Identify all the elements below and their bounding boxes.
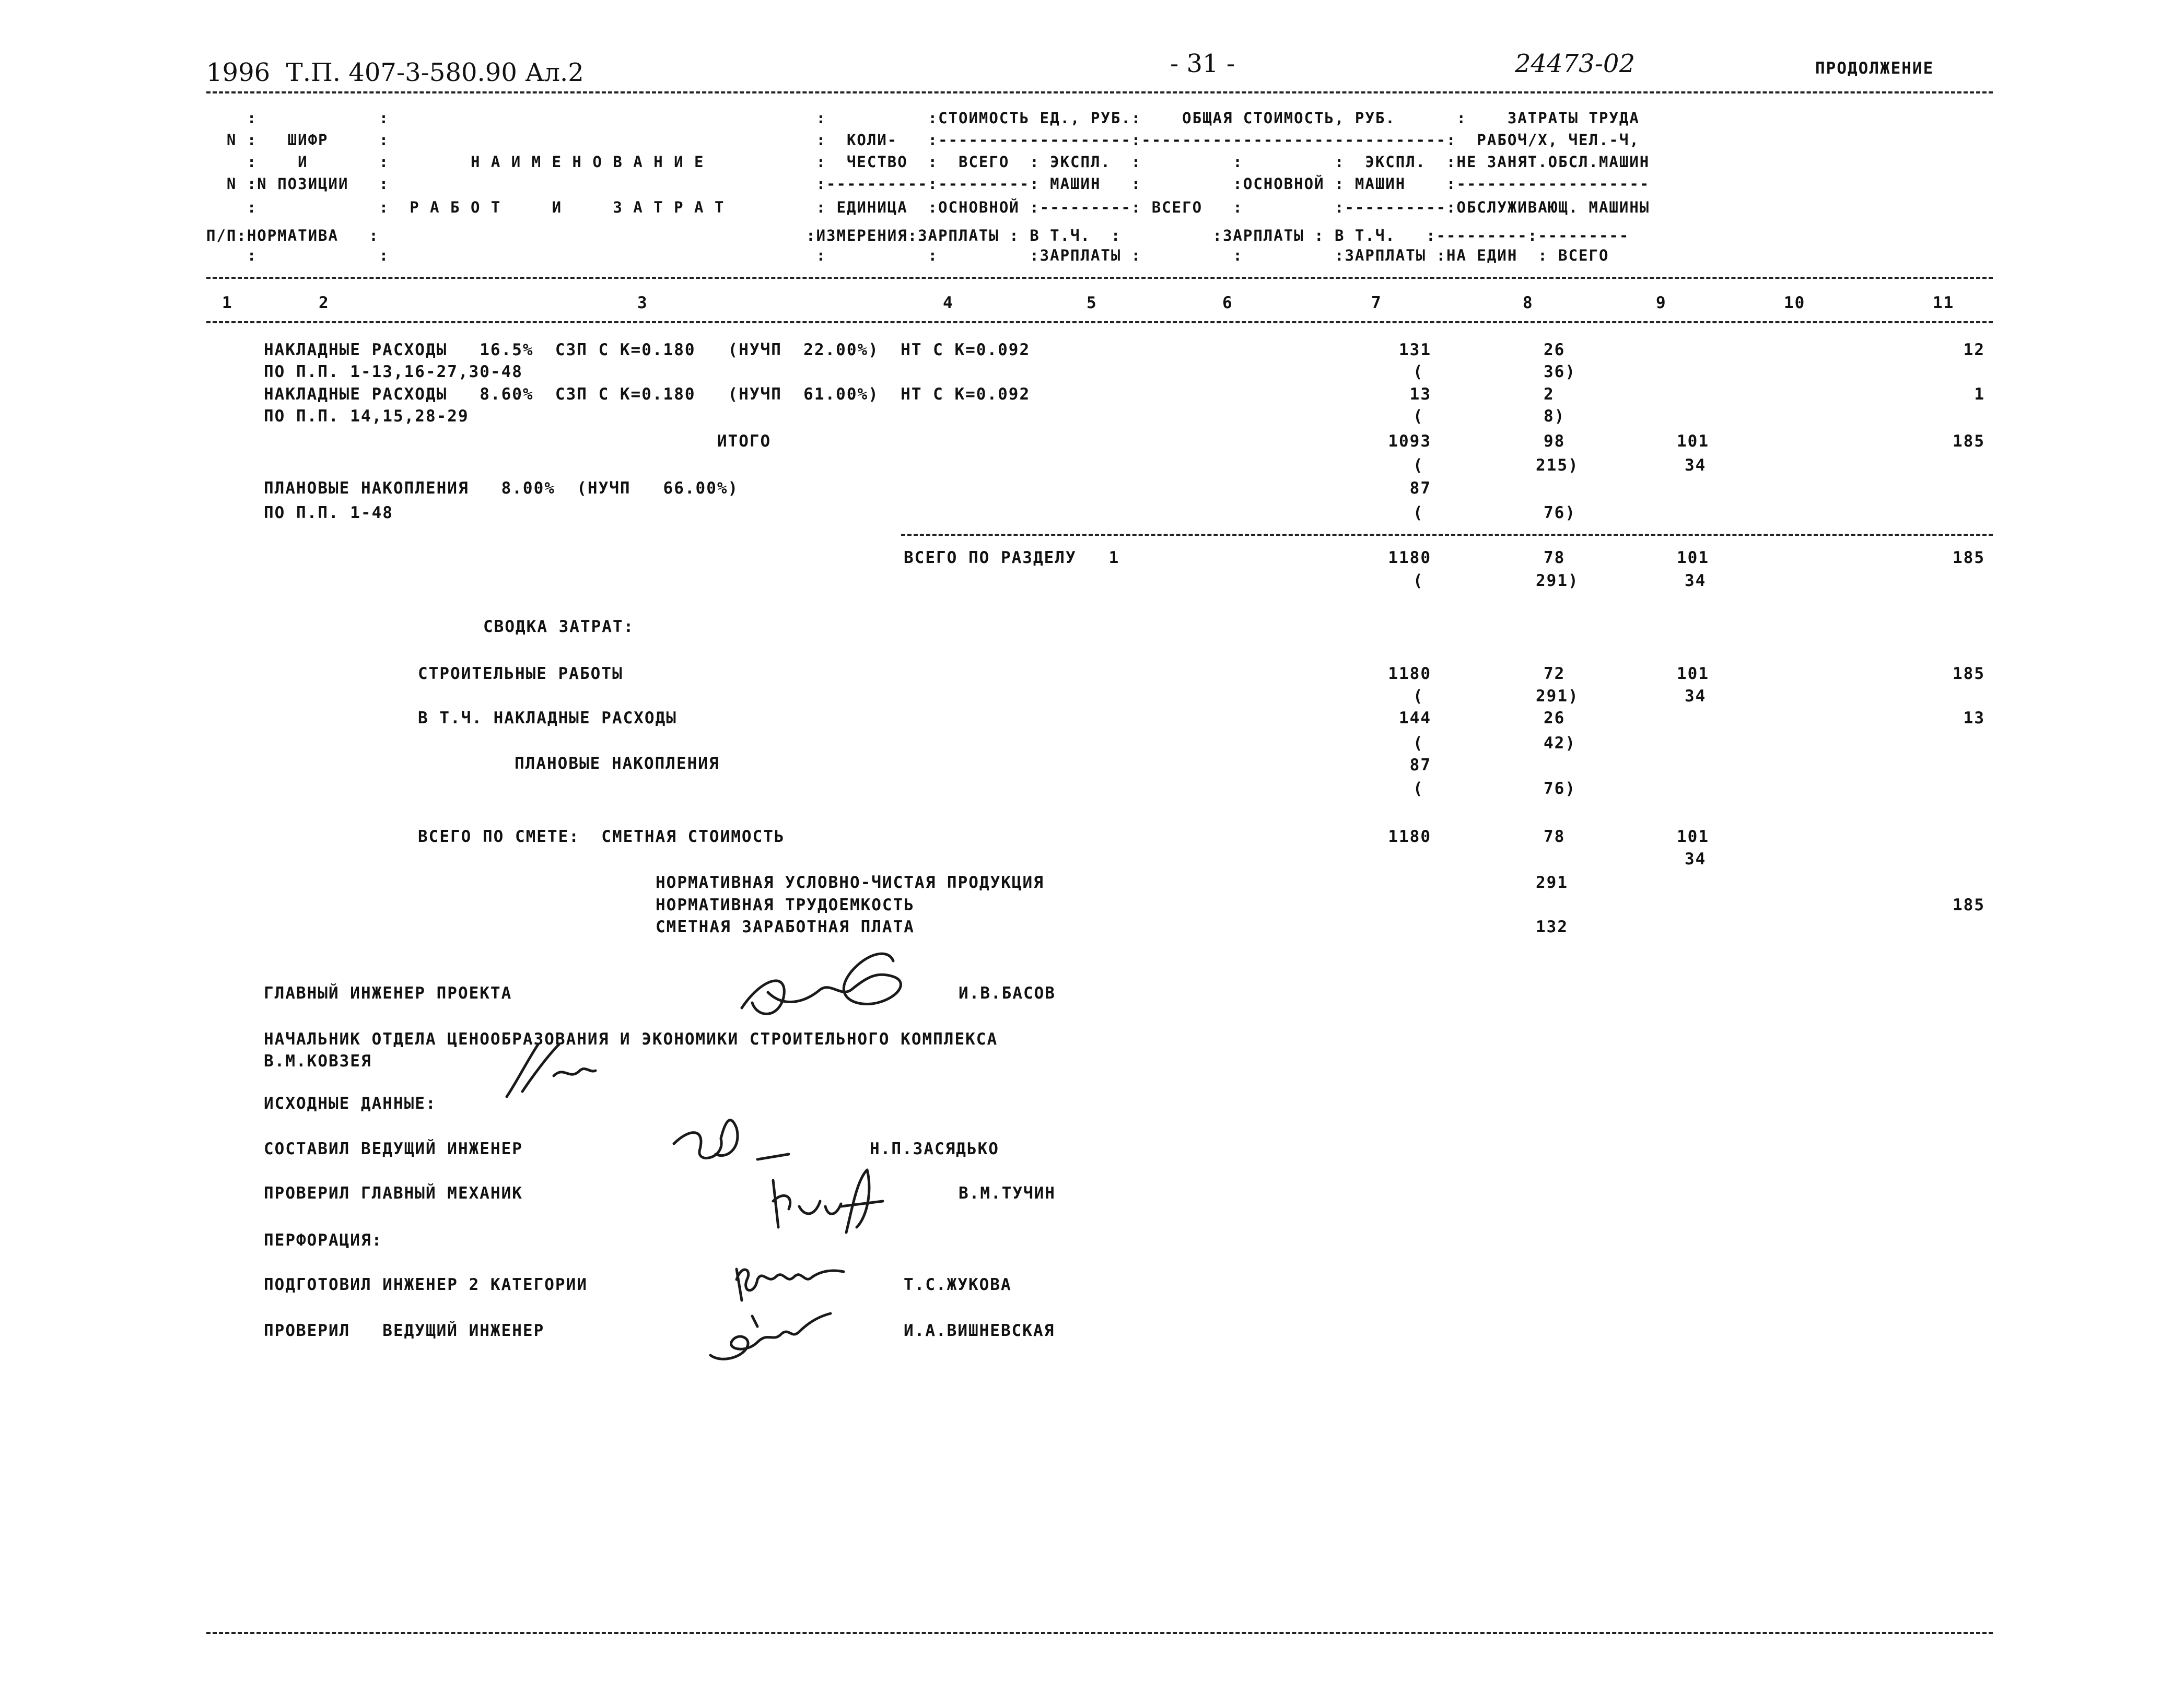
row-machines: 34 [1685, 850, 1707, 869]
row-text: ИТОГО [264, 432, 772, 451]
signer-name: И.А.ВИШНЕВСКАЯ [904, 1321, 1055, 1340]
row-total: ( [1413, 687, 1424, 706]
row-total: 1180 [1388, 827, 1431, 846]
signer-name: Т.С.ЖУКОВА [904, 1275, 1012, 1294]
row-total: 1180 [1388, 664, 1431, 683]
row-total: ( [1413, 407, 1424, 426]
row-text: ПЛАНОВЫЕ НАКОПЛЕНИЯ 8.00% (НУЧП 66.00%) [264, 479, 739, 498]
row-text: ПО П.П. 1-48 [264, 503, 393, 522]
row-text: НАКЛАДНЫЕ РАСХОДЫ 8.60% СЗП С К=0.180 (НУЧП 61.00%) НТ С К=0.092 [264, 385, 1031, 404]
row-total: ( [1413, 362, 1424, 381]
row-salary: 26 [1544, 709, 1566, 727]
summary-item: СТРОИТЕЛЬНЫЕ РАБОТЫ [418, 664, 623, 683]
row-salary: 72 [1544, 664, 1566, 683]
signature-tuchin [763, 1159, 898, 1248]
table-header-line: N :N ПОЗИЦИИ : :----------:---------: МАШИН : :ОСНОВНОЙ : МАШИН :------------------- [206, 175, 1650, 193]
row-text: ПО П.П. 14,15,28-29 [264, 407, 469, 426]
column-number: 8 [1523, 294, 1534, 312]
perforation-label: ПЕРФОРАЦИЯ: [264, 1231, 383, 1250]
row-salary: 8) [1544, 407, 1566, 426]
signer-role: ПРОВЕРИЛ ГЛАВНЫЙ МЕХАНИК [264, 1184, 523, 1203]
row-labor: 185 [1953, 548, 1985, 567]
footer-rule [206, 1632, 1993, 1634]
norm-label: СМЕТНАЯ ЗАРАБОТНАЯ ПЛАТА [656, 918, 915, 936]
column-number: 9 [1656, 294, 1667, 312]
table-header-line: : : Р А Б О Т И З А Т Р А Т : ЕДИНИЦА :ОСНОВНОЙ :---------: ВСЕГО : :----------:ОБСЛУЖИВАЮЩ. МАШИНЫ [206, 198, 1650, 216]
row-labor: 13 [1963, 709, 1985, 727]
signer-role: ГЛАВНЫЙ ИНЖЕНЕР ПРОЕКТА [264, 984, 512, 1003]
signer-role: НАЧАЛЬНИК ОТДЕЛА ЦЕНООБРАЗОВАНИЯ И ЭКОНОМИКИ СТРОИТЕЛЬНОГО КОМПЛЕКСА [264, 1030, 998, 1049]
summary-title: СВОДКА ЗАТРАТ: [483, 617, 635, 636]
table-header-line: П/П:НОРМАТИВА : :ИЗМЕРЕНИЯ:ЗАРПЛАТЫ : В Т.Ч. : :ЗАРПЛАТЫ : В Т.Ч. :---------:--------- [206, 227, 1630, 244]
row-total: 87 [1409, 756, 1431, 774]
row-labor: 1 [1974, 385, 1985, 404]
column-number: 3 [637, 294, 648, 312]
row-total: ( [1413, 734, 1424, 753]
section-rule [901, 534, 1993, 536]
row-salary: 76) [1544, 503, 1576, 522]
source-data-label: ИСХОДНЫЕ ДАННЫЕ: [264, 1094, 437, 1113]
row-total: 1180 [1388, 548, 1431, 567]
row-labor: 12 [1963, 341, 1985, 359]
page-number: - 31 - [1170, 49, 1235, 78]
section-total-label: ВСЕГО ПО РАЗДЕЛУ 1 [904, 548, 1120, 567]
column-number: 2 [319, 294, 330, 312]
summary-item: В Т.Ч. НАКЛАДНЫЕ РАСХОДЫ [418, 709, 677, 727]
row-salary: 78 [1544, 827, 1566, 846]
signer-name: В.М.ТУЧИН [959, 1184, 1056, 1203]
row-total: 144 [1399, 709, 1431, 727]
column-number: 11 [1933, 294, 1955, 312]
row-total: ( [1413, 571, 1424, 590]
row-labor: 185 [1953, 432, 1985, 451]
signature-vishnevskaya [700, 1295, 841, 1368]
norm-value: 291 [1536, 873, 1568, 892]
norm-label: НОРМАТИВНАЯ ТРУДОЕМКОСТЬ [656, 896, 915, 914]
row-total: 131 [1399, 341, 1431, 359]
row-salary: 76) [1544, 779, 1576, 798]
column-number: 1 [222, 294, 233, 312]
signer-role: ПОДГОТОВИЛ ИНЖЕНЕР 2 КАТЕГОРИИ [264, 1275, 588, 1294]
table-header-line: : : : :СТОИМОСТЬ ЕД., РУБ.: ОБЩАЯ СТОИМОСТЬ, РУБ. : ЗАТРАТЫ ТРУДА [206, 109, 1640, 127]
norm-value: 132 [1536, 918, 1568, 936]
row-text: ПО П.П. 1-13,16-27,30-48 [264, 362, 523, 381]
column-number: 4 [943, 294, 954, 312]
signature-kovzeya [491, 1034, 627, 1112]
row-total: 87 [1409, 479, 1431, 498]
continuation-label: ПРОДОЛЖЕНИЕ [1815, 59, 1934, 78]
estimate-total-label: ВСЕГО ПО СМЕТЕ: СМЕТНАЯ СТОИМОСТЬ [418, 827, 785, 846]
row-salary: 215) [1536, 456, 1579, 475]
row-salary: 291) [1536, 571, 1579, 590]
row-total: ( [1413, 779, 1424, 798]
row-text: НАКЛАДНЫЕ РАСХОДЫ 16.5% СЗП С К=0.180 (НУЧП 22.00%) НТ С К=0.092 [264, 341, 1031, 359]
header-top-rule [206, 91, 1993, 93]
column-number: 10 [1784, 294, 1806, 312]
row-machines: 101 [1677, 827, 1709, 846]
row-salary: 78 [1544, 548, 1566, 567]
column-number: 7 [1371, 294, 1382, 312]
norm-label: НОРМАТИВНАЯ УСЛОВНО-ЧИСТАЯ ПРОДУКЦИЯ [656, 873, 1044, 892]
row-machines: 101 [1677, 432, 1709, 451]
table-header-line: N : ШИФР : : КОЛИ- :-------------------:------------------------------: РАБОЧ/Х, ЧЕЛ.-Ч, [206, 131, 1640, 149]
row-salary: 42) [1544, 734, 1576, 753]
signer-name: В.М.КОВЗЕЯ [264, 1052, 372, 1071]
summary-item: ПЛАНОВЫЕ НАКОПЛЕНИЯ [515, 754, 720, 773]
row-machines: 34 [1685, 456, 1707, 475]
row-salary: 36) [1544, 362, 1576, 381]
row-salary: 98 [1544, 432, 1566, 451]
row-machines: 34 [1685, 687, 1707, 706]
row-total: ( [1413, 456, 1424, 475]
row-salary: 2 [1544, 385, 1555, 404]
column-number: 6 [1222, 294, 1233, 312]
row-machines: 101 [1677, 548, 1709, 567]
table-header-line: : : : : :ЗАРПЛАТЫ : : :ЗАРПЛАТЫ :НА ЕДИН : ВСЕГО [206, 247, 1609, 264]
row-total: ( [1413, 503, 1424, 522]
row-machines: 101 [1677, 664, 1709, 683]
row-total: 13 [1409, 385, 1431, 404]
signer-name: Н.П.ЗАСЯДЬКО [870, 1140, 999, 1158]
signature-basov [721, 940, 940, 1034]
row-total: 1093 [1388, 432, 1431, 451]
norm-value: 185 [1953, 896, 1985, 914]
row-salary: 26 [1544, 341, 1566, 359]
signer-role: СОСТАВИЛ ВЕДУЩИЙ ИНЖЕНЕР [264, 1140, 523, 1158]
document-code: 1996 Т.П. 407-3-580.90 Ал.2 [206, 58, 584, 87]
column-number: 5 [1087, 294, 1097, 312]
signer-name: И.В.БАСОВ [959, 984, 1056, 1003]
row-machines: 34 [1685, 571, 1707, 590]
header-mid-rule [206, 277, 1993, 279]
signer-role: ПРОВЕРИЛ ВЕДУЩИЙ ИНЖЕНЕР [264, 1321, 545, 1340]
header-bottom-rule [206, 321, 1993, 323]
row-salary: 291) [1536, 687, 1579, 706]
table-header-line: : И : Н А И М Е Н О В А Н И Е : ЧЕСТВО : ВСЕГО : ЭКСПЛ. : : : ЭКСПЛ. :НЕ ЗАНЯТ.ОБСЛ.МАШИН [206, 153, 1650, 171]
row-labor: 185 [1953, 664, 1985, 683]
project-number: 24473-02 [1515, 49, 1635, 78]
